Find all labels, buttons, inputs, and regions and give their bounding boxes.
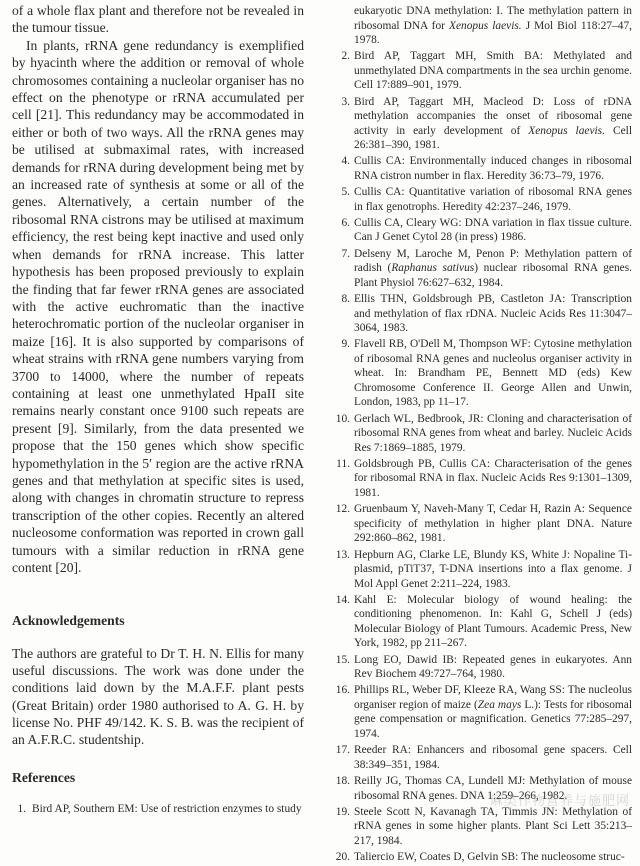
reference-item — [335, 743, 632, 772]
reference-number: 2. — [341, 50, 350, 63]
reference-number: 10. — [335, 412, 350, 425]
species-name: Zea mays — [477, 698, 522, 711]
reference-item — [335, 850, 632, 865]
references-heading: References — [12, 770, 76, 785]
reference-item — [335, 502, 632, 546]
reference-text: Goldsbrough PB, Cullis CA: Characterisation of the genes for ribosomal RNA in flax. Nucleic Acids Res 9:1301–1309, 1981. — [354, 457, 632, 499]
reference-text: Cell 26:381–390, 1981. — [354, 124, 632, 152]
reference-text: Long EO, Dawid IB: Repeated genes in eukaryotes. Ann Rev Biochem 49:727–764, 1980. — [354, 653, 632, 681]
reference-number: 17. — [335, 744, 350, 757]
right-column — [335, 4, 632, 866]
reference-text: eukaryotic DNA methylation: I. The methylation pattern in ribosomal DNA for — [354, 5, 632, 32]
species-name: Xenopus laevis. — [448, 19, 522, 32]
reference-continuation — [354, 4, 632, 48]
reference-item — [341, 154, 632, 183]
reference-text: Phillips RL, Weber DF, Kleeze RA, Wang SS: The nucleolus organiser region of maize ( — [354, 684, 632, 711]
reference-number: 20. — [335, 851, 350, 864]
reference-text: Steele Scott N, Kavanagh TA, Timmis JN: Methylation of rRNA genes in some higher plants. Plant Sci Lett 35:213–217, 1984. — [354, 805, 632, 847]
reference-number: 14. — [335, 593, 350, 606]
reference-text: Reeder RA: Enhancers and ribosomal gene spacers. Cell 38:349–351, 1984. — [354, 744, 632, 771]
reference-text: Kahl E: Molecular biology of wound healing: the conditioning phenomenon. In: Kahl G, Schell J (eds) Molecular Biology of Plant Tumours. Academic Press, New York, 1982, pp 211–267. — [354, 593, 632, 650]
reference-number: 15. — [335, 653, 350, 666]
reference-list — [335, 49, 632, 864]
reference-number: 8. — [341, 293, 350, 306]
reference-text: Bird AP, Taggart MH, Smith BA: Methylated and unmethylated DNA compartments in the sea urchin genome. Cell 17:889–901, 1979. — [354, 50, 632, 92]
reference-text: J Mol Biol 118:27–47, 1978. — [354, 19, 632, 46]
reference-text: L.): Tests for ribosomal gene compensation or magnification. Genetics 77:285–297, 1974. — [354, 698, 632, 740]
reference-text: Cullis CA: Environmentally induced changes in ribosomal RNA cistron number in flax. Heredity 36:73–79, 1976. — [354, 155, 632, 182]
reference-item — [341, 216, 632, 245]
watermark: 麻类作物营养与施肥网 — [489, 794, 630, 809]
reference-number: 7. — [341, 247, 350, 260]
reference-number: 1. — [17, 803, 26, 815]
reference-item — [341, 49, 632, 93]
reference-text: Delseny M, Laroche M, Penon P: Methylation pattern of radish ( — [354, 247, 632, 275]
reference-number: 18. — [335, 775, 350, 788]
reference-item — [12, 802, 304, 817]
reference-item — [335, 412, 632, 456]
reference-number: 11. — [336, 457, 350, 470]
body-paragraph: of a whole flax plant and therefore not be revealed in the tumour tissue. — [12, 3, 304, 36]
reference-number: 16. — [335, 684, 350, 697]
reference-number: 12. — [335, 503, 350, 516]
reference-item — [335, 683, 632, 741]
species-name: Xenopus laevis. — [528, 124, 605, 137]
reference-number: 5. — [341, 186, 350, 199]
reference-number: 9. — [341, 338, 350, 351]
reference-item — [336, 457, 632, 501]
reference-text: Gruenbaum Y, Naveh-Many T, Cedar H, Razin A: Sequence specificity of methylation in higher plant DNA. Nature 292:860–862, 1981. — [354, 503, 632, 545]
reference-item — [335, 805, 632, 849]
reference-number: 6. — [341, 216, 350, 229]
reference-number: 13. — [335, 548, 350, 561]
reference-number: 19. — [335, 805, 350, 818]
reference-item — [341, 185, 632, 214]
reference-number: 4. — [341, 155, 350, 168]
reference-item — [335, 548, 632, 592]
reference-item — [341, 292, 632, 336]
body-paragraph: In plants, rRNA gene redundancy is exemplified by hyacinth where the addition or removal of whole chromosomes containing a nucleolar organiser has no effect on the phenotype or rRNA accumulated per cell [21]. This redundancy may be accommodated in either or both of two ways. All the rRNA genes may be utilised at submaximal rates, with increased demands for rRNA during development being met by an increased rate of synthesis at some or all of the genes. Alternatively, a certain number of the ribosomal RNA cistrons may be utilised at maximum efficiency, the rest being kept inactive and used only when demands for rRNA increase. This latter hypothesis has been proposed previously to explain the finding that far fewer rRNA genes are associated with the active euchromatic than the inactive heterochromatic portion of the nucleolar organiser in maize [16]. It is also supported by comparisons of wheat strains with rRNA gene numbers varying from 3700 to 14000, where the number of repeats containing at least one unmethylated HpaII site remains nearly constant once 9100 such repeats are present [9]. Similarly, from the data presented we propose that the 150 genes which show specific hypomethylation in the 5′ region are the active rRNA genes and that methylation at specific sites is used, along with changes in chromatin structure to repress transcription of the other copies. Recently an altered nucleosome conformation was reported in crown gall tumours with a similar reduction in rRNA gene content [20]. — [12, 37, 304, 575]
reference-text: Bird AP, Taggart MH, Macleod D: Loss of rDNA methylation accompanies the onset of ribosomal gene activity in early development of — [354, 95, 632, 137]
reference-item — [341, 95, 632, 153]
reference-text: Reilly JG, Thomas CA, Lundell MJ: Methylation of mouse ribosomal RNA genes. DNA 1:259–266, 1982. — [354, 775, 632, 802]
acknowledgements-body: The authors are grateful to Dr T. H. N. Ellis for many useful discussions. The work was done under the conditions laid down by the M.A.F.F. plant pests (Great Britain) order 1980 authorised to A. G. H. by license No. PHF 49/142. K. S. B. was the recipient of an A.F.R.C. studentship. — [12, 646, 304, 748]
reference-item — [341, 247, 632, 291]
reference-text: Ellis THN, Goldsbrough PB, Castleton JA: Transcription and methylation of flax rDNA. Nucleic Acids Res 11:3047–3064, 1983. — [354, 293, 632, 335]
reference-number: 3. — [341, 95, 350, 108]
reference-text: Cullis CA: Quantitative variation of ribosomal RNA genes in flax genotrophs. Heredity 42:237–246, 1979. — [354, 186, 632, 213]
reference-text: ) nuclear ribosomal RNA genes. Plant Physiol 76:627–632, 1984. — [354, 262, 632, 289]
reference-text: Hepburn AG, Clarke LE, Blundy KS, White J: Nopaline Ti-plasmid, pTiT37, T-DNA insertions into a flax genome. J Mol Appl Genet 2:211–224, 1983. — [354, 548, 632, 590]
reference-text: Taliercio EW, Coates D, Gelvin SB: The nucleosome struc- — [354, 851, 625, 864]
reference-text: Cullis CA, Cleary WG: DNA variation in flax tissue culture. Can J Genet Cytol 28 (in press) 1986. — [354, 216, 632, 244]
reference-text: Bird AP, Southern EM: Use of restriction enzymes to study — [32, 803, 302, 815]
reference-item — [335, 653, 632, 682]
reference-text: Gerlach WL, Bedbrook, JR: Cloning and characterisation of ribosomal RNA genes from wheat and barley. Nucleic Acids Res 7:1869–1885, 1979. — [354, 412, 632, 454]
reference-item — [341, 337, 632, 410]
species-name: Raphanus sativus — [391, 262, 475, 275]
reference-item — [335, 593, 632, 651]
left-column — [12, 2, 304, 576]
reference-text: Flavell RB, O'Dell M, Thompson WF: Cytosine methylation of ribosomal RNA genes and nucleolus organiser activity in wheat. In: Brandham PE, Bennett MD (eds) Kew Chromosome Conference II. George Allen and Unwin, London, 1983, pp 11–17. — [354, 338, 632, 409]
acknowledgements-heading: Acknowledgements — [12, 613, 125, 628]
